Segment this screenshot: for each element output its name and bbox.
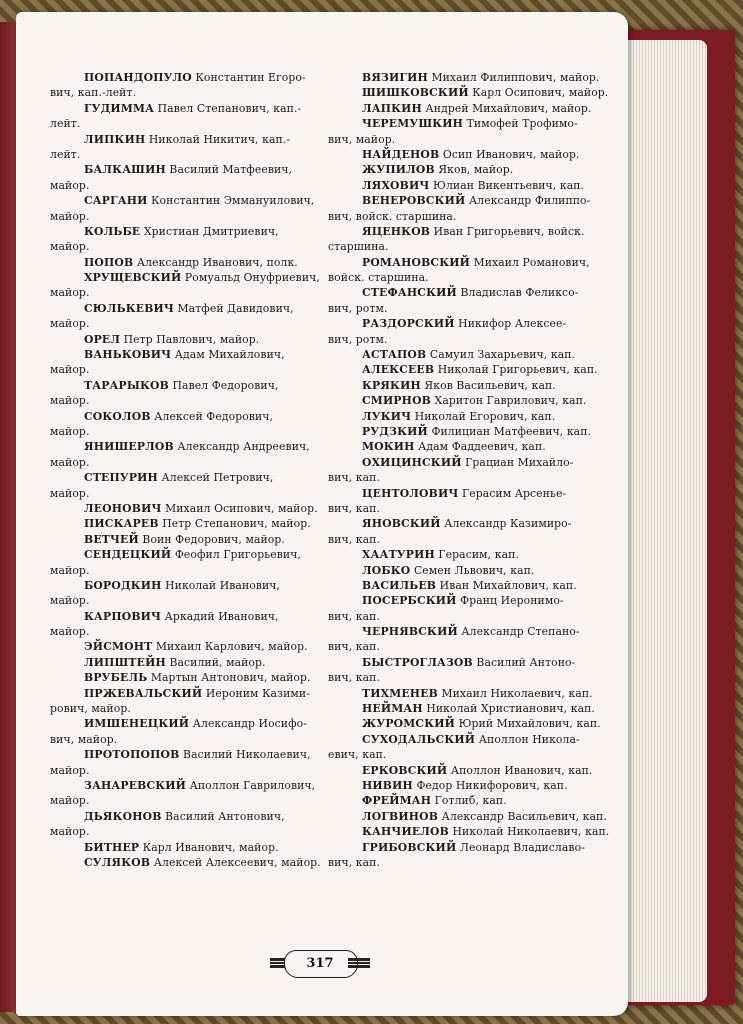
entry-details: Карл Иванович, майор. (139, 840, 279, 854)
entry-line (328, 516, 594, 531)
entry-surname: ВРУБЕЛЬ (84, 671, 148, 685)
entry-details: Владислав Феликсо- (456, 286, 579, 300)
entry-details: Николай Христианович, кап. (422, 702, 595, 716)
entry-surname: ЕРКОВСКИЙ (362, 763, 448, 777)
entry-details: Константин Эммануилович, (147, 194, 315, 208)
entry-details: Герасим Арсенье- (458, 486, 567, 500)
entry-surname: РОМАНОВСКИЙ (362, 255, 471, 269)
entry-surname: ФРЕЙМАН (362, 794, 432, 808)
entry-surname: ЛОГВИНОВ (362, 809, 439, 823)
entry-surname: ОХИЦИНСКИЙ (362, 455, 462, 469)
entry-surname: ЛЕОНОВИЧ (84, 501, 162, 515)
entry-surname: СОКОЛОВ (84, 409, 151, 423)
entry-line (328, 362, 598, 377)
entry-details: Аполлон Иванович, кап. (447, 763, 593, 777)
entry-line (328, 224, 594, 239)
entry-line (328, 593, 594, 608)
entry-details: Адам Фаддеевич, кап. (414, 440, 546, 454)
entry-surname: ВЕТЧЕЙ (84, 532, 139, 546)
entry-line (328, 840, 594, 855)
entry-line (50, 147, 312, 162)
entry-details: вич, кап. (328, 855, 380, 869)
entry-details: Михаил Карлович, майор. (152, 640, 308, 654)
entry-line (50, 239, 312, 254)
entry-details: Филициан Матфеевич, кап. (427, 424, 592, 438)
entry-details: лейт. (50, 117, 81, 131)
entry-line (50, 732, 312, 747)
entry-details: Александр Иосифо- (189, 717, 308, 731)
entry-surname: САРГАНИ (84, 194, 148, 208)
entry-line (328, 301, 594, 316)
entry-line (50, 101, 312, 116)
entry-surname: БАЛКАШИН (84, 163, 166, 177)
entry-line (328, 239, 594, 254)
entry-details: майор. (50, 363, 90, 377)
entry-line (328, 409, 594, 424)
entry-details: Василий Антоно- (472, 655, 576, 669)
entry-details: вич, кап. (328, 471, 380, 485)
entry-surname: ЦЕНТОЛОВИЧ (362, 486, 459, 500)
entry-surname: РУДЗКИЙ (362, 424, 428, 438)
entry-details: Михаил Романович, (470, 255, 590, 269)
entry-line (50, 778, 316, 793)
entry-line (50, 409, 312, 424)
entry-details: Франц Иеронимо- (456, 594, 564, 608)
entry-line (328, 85, 609, 100)
entry-details: Алексей Федорович, (150, 409, 274, 423)
entry-surname: ПРЖЕВАЛЬСКИЙ (84, 686, 203, 700)
entry-surname: ПИСКАРЕВ (84, 517, 159, 531)
entry-details: Аполлон Гаврилович, (186, 778, 316, 792)
entry-line (50, 424, 312, 439)
entry-line (328, 101, 594, 116)
entry-line (50, 547, 312, 562)
right-column (328, 70, 610, 870)
entry-details: майор. (50, 178, 90, 192)
entry-line (328, 532, 594, 547)
entry-details: Павел Степанович, кап.- (154, 101, 302, 115)
entry-details: рович, майор. (50, 702, 131, 716)
entry-surname: ИМШЕНЕЦКИЙ (84, 717, 190, 731)
entry-line (50, 563, 312, 578)
entry-surname: РАЗДОРСКИЙ (362, 317, 455, 331)
entry-line (50, 516, 312, 531)
entry-details: Николай Егорович, кап. (411, 409, 556, 423)
entry-details: Грациан Михайло- (461, 455, 574, 469)
entry-line (50, 639, 312, 654)
entry-details: Аркадий Иванович, (161, 609, 279, 623)
entry-surname: ТАРАРЫКОВ (84, 378, 169, 392)
entry-details: Христиан Дмитриевич, (140, 224, 279, 238)
entry-line (328, 609, 594, 624)
entry-details: Яков, майор. (434, 163, 514, 177)
entry-line (50, 578, 312, 593)
ornament-right-icon (348, 958, 370, 968)
entry-line (328, 563, 594, 578)
entry-line (328, 439, 594, 454)
entry-details: Феофил Григорьевич, (171, 548, 301, 562)
entry-details: Петр Павлович, майор. (120, 332, 260, 346)
entry-surname: СЕНДЕЦКИЙ (84, 548, 172, 562)
entry-details: майор. (50, 763, 90, 777)
entry-details: Василий Антонович, (161, 809, 285, 823)
entry-line (328, 193, 594, 208)
entry-details: Готлиб, кап. (431, 794, 507, 808)
entry-line (50, 501, 318, 516)
entry-line (50, 455, 312, 470)
entry-line (328, 162, 594, 177)
entry-details: Михаил Филиппович, майор. (427, 71, 600, 84)
page-number-ornament (270, 946, 370, 980)
entry-line (50, 670, 312, 685)
entry-surname: ДЬЯКОНОВ (84, 809, 162, 823)
entry-line (50, 655, 312, 670)
entry-details: Алексей Алексеевич, майор. (150, 855, 321, 869)
entry-line (328, 486, 594, 501)
entry-details: Николай Иванович, (161, 578, 281, 592)
entry-details: Федор Никифорович, кап. (412, 778, 568, 792)
entry-line (50, 701, 312, 716)
entry-line (328, 824, 610, 839)
entry-details: вич, ротм. (328, 332, 388, 346)
entry-line (328, 855, 594, 870)
entry-surname: ЛЯХОВИЧ (362, 178, 430, 192)
entry-line (50, 763, 312, 778)
entry-surname: КАНЧИЕЛОВ (362, 825, 449, 839)
entry-details: Константин Егоро- (191, 71, 306, 84)
entry-surname: ЗАНАРЕВСКИЙ (84, 778, 187, 792)
entry-details: Василий Матфеевич, (165, 163, 293, 177)
entry-line (50, 439, 312, 454)
entry-line (50, 362, 312, 377)
entry-line (50, 809, 312, 824)
entry-surname: СЮЛЬКЕВИЧ (84, 301, 174, 315)
entry-details: Самуил Захарьевич, кап. (426, 348, 576, 362)
entry-details: Андрей Михайлович, майор. (421, 101, 592, 115)
entry-details: майор. (50, 825, 90, 839)
entry-line (50, 332, 312, 347)
entry-details: майор. (50, 286, 90, 300)
entry-line (328, 393, 594, 408)
entry-details: Петр Степанович, майор. (158, 517, 311, 531)
entry-details: вич, кап. (328, 609, 380, 623)
entry-line (328, 501, 594, 516)
entry-line (328, 639, 594, 654)
entry-surname: ЯЦЕНКОВ (362, 224, 431, 238)
entry-surname: ЖУПИЛОВ (362, 163, 435, 177)
entry-surname: НИВИН (362, 778, 413, 792)
entry-details: Семен Львович, кап. (410, 563, 535, 577)
entry-details: вич, кап. (328, 640, 380, 654)
entry-surname: ТИХМЕНЕВ (362, 686, 438, 700)
entry-surname: СТЕПУРИН (84, 471, 158, 485)
entry-details: Иван Григорьевич, войск. (430, 224, 585, 238)
entry-surname: НАЙДЕНОВ (362, 147, 440, 161)
entry-details: Александр Васильевич, кап. (438, 809, 607, 823)
entry-details: Николай Николаевич, кап. (448, 825, 610, 839)
entry-surname: ГУДИММА (84, 101, 155, 115)
entry-details: войск. старшина. (328, 271, 429, 285)
entry-details: Юлиан Викентьевич, кап. (429, 178, 585, 192)
entry-details: Александр Степано- (457, 625, 580, 639)
entry-line (328, 455, 594, 470)
entry-details: майор. (50, 625, 90, 639)
entry-line (328, 763, 594, 778)
entry-line (50, 178, 312, 193)
entry-line (50, 347, 312, 362)
entry-surname: НЕЙМАН (362, 702, 423, 716)
entry-details: майор. (50, 455, 90, 469)
entry-details: Леонард Владиславо- (456, 840, 585, 854)
entry-details: Яков Васильевич, кап. (420, 378, 556, 392)
entry-surname: ЭЙСМОНТ (84, 640, 153, 654)
entry-surname: СУЛЯКОВ (84, 855, 151, 869)
entry-surname: ПОПОВ (84, 255, 134, 269)
entry-surname: ХААТУРИН (362, 548, 435, 562)
entry-line (50, 686, 312, 701)
entry-line (328, 347, 594, 362)
entry-line (50, 209, 312, 224)
entry-line (50, 840, 312, 855)
entry-line (50, 255, 312, 270)
entry-line (50, 470, 312, 485)
entry-surname: ЯНИШЕРЛОВ (84, 440, 174, 454)
entry-surname: ПОПАНДОПУЛО (84, 71, 192, 84)
entry-line (328, 701, 594, 716)
entry-line (328, 70, 600, 85)
entry-details: Михаил Николаевич, кап. (437, 686, 593, 700)
entry-surname: КАРПОВИЧ (84, 609, 162, 623)
entry-details: майор. (50, 794, 90, 808)
entry-surname: ШИШКОВСКИЙ (362, 86, 469, 100)
entry-details: Герасим, кап. (434, 548, 519, 562)
entry-details: Павел Федорович, (169, 378, 279, 392)
entry-line (50, 624, 312, 639)
entry-details: Николай Григорьевич, кап. (434, 363, 598, 377)
entry-line (50, 532, 312, 547)
entry-details: вич, майор. (328, 132, 396, 146)
entry-line (328, 547, 594, 562)
entry-surname: ПОСЕРБСКИЙ (362, 594, 457, 608)
entry-details: Осип Иванович, майор. (439, 147, 580, 161)
entry-details: вич, кап. (328, 501, 380, 515)
entry-details: майор. (50, 563, 90, 577)
entry-line (328, 270, 594, 285)
entry-line (328, 686, 594, 701)
entry-details: Карл Осипович, майор. (468, 86, 609, 100)
entry-surname: ЛАПКИН (362, 101, 422, 115)
entry-surname: БЫСТРОГЛАЗОВ (362, 655, 473, 669)
entry-surname: ВАСИЛЬЕВ (362, 578, 437, 592)
entry-details: майор. (50, 394, 90, 408)
entry-line (328, 624, 594, 639)
entry-details: Матфей Давидович, (173, 301, 294, 315)
entry-details: Василий Николаевич, (179, 748, 311, 762)
entry-details: Никифор Алексее- (454, 317, 567, 331)
entry-line (328, 209, 594, 224)
entry-line (328, 732, 594, 747)
entry-line (50, 593, 312, 608)
entry-details: Николай Никитич, кап.- (145, 132, 291, 146)
entry-line (50, 855, 321, 870)
entry-line (328, 809, 607, 824)
entry-surname: СТЕФАНСКИЙ (362, 286, 457, 300)
entry-surname: КРЯКИН (362, 378, 421, 392)
entry-details: Мартын Антонович, майор. (147, 671, 311, 685)
entry-line (50, 393, 312, 408)
entry-line (50, 116, 312, 131)
entry-line (328, 178, 594, 193)
entry-line (328, 470, 594, 485)
entry-details: майор. (50, 424, 90, 438)
entry-details: Василий, майор. (165, 655, 266, 669)
entry-line (328, 378, 594, 393)
entry-surname: ЛОБКО (362, 563, 411, 577)
entry-surname: ЛИПШТЕЙН (84, 655, 166, 669)
entry-line (50, 270, 320, 285)
entry-line (328, 332, 594, 347)
entry-details: вич, майор. (50, 732, 118, 746)
entry-surname: ЖУРОМСКИЙ (362, 717, 456, 731)
entry-surname: ЯНОВСКИЙ (362, 517, 441, 531)
entry-surname: ЧЕРЕМУШКИН (362, 117, 464, 131)
entry-line (50, 486, 312, 501)
entry-details: Александр Андреевич, (173, 440, 310, 454)
entry-line (50, 85, 312, 100)
entry-surname: ПРОТОПОПОВ (84, 748, 180, 762)
entry-details: майор. (50, 209, 90, 223)
entry-surname: БОРОДКИН (84, 578, 162, 592)
entry-details: Александр Иванович, полк. (133, 255, 298, 269)
entry-line (50, 162, 312, 177)
entry-line (328, 716, 601, 731)
entry-line (328, 778, 594, 793)
entry-details: вич, войск. старшина. (328, 209, 457, 223)
entry-line (50, 70, 312, 85)
entry-details: Харитон Гаврилович, кап. (431, 394, 587, 408)
entry-details: майор. (50, 594, 90, 608)
entry-line (328, 793, 594, 808)
entry-details: Ромуальд Онуфриевич, (181, 271, 320, 285)
entry-surname: ЛИПКИН (84, 132, 146, 146)
entry-line (50, 378, 312, 393)
entry-surname: КОЛЬБЕ (84, 224, 141, 238)
entry-line (50, 316, 312, 331)
entry-details: Тимофей Трофимо- (463, 117, 578, 131)
entry-line (50, 132, 312, 147)
entry-surname: ОРЕЛ (84, 332, 121, 346)
entry-line (328, 116, 594, 131)
entry-details: Аполлон Никола- (475, 732, 580, 746)
entry-line (328, 316, 594, 331)
entry-surname: ГРИБОВСКИЙ (362, 840, 457, 854)
entry-line (328, 285, 594, 300)
entry-line (50, 793, 312, 808)
entry-details: майор. (50, 240, 90, 254)
entry-details: майор. (50, 317, 90, 331)
entry-details: Александр Филиппо- (465, 194, 591, 208)
entry-line (50, 747, 312, 762)
entry-details: вич, кап. (328, 671, 380, 685)
entry-surname: СУХОДАЛЬСКИЙ (362, 732, 476, 746)
book-page (16, 12, 628, 1016)
entry-line (50, 716, 312, 731)
entry-line (50, 824, 312, 839)
entry-details: Воин Федорович, майор. (138, 532, 285, 546)
entry-line (328, 132, 594, 147)
entry-line (328, 578, 594, 593)
entry-details: старшина. (328, 240, 389, 254)
entry-line (328, 747, 594, 762)
entry-line (50, 224, 312, 239)
entry-surname: ВЕНЕРОВСКИЙ (362, 194, 466, 208)
entry-surname: ЧЕРНЯВСКИЙ (362, 625, 458, 639)
entry-details: Иероним Казими- (202, 686, 310, 700)
entry-details: Михаил Осипович, майор. (161, 501, 318, 515)
entry-surname: ХРУЩЕВСКИЙ (84, 271, 182, 285)
entry-line (50, 609, 312, 624)
entry-line (50, 193, 315, 208)
entry-surname: БИТНЕР (84, 840, 140, 854)
entry-details: Юрий Михайлович, кап. (455, 717, 601, 731)
entry-line (328, 255, 594, 270)
entry-surname: СМИРНОВ (362, 394, 431, 408)
entry-details: вич, кап. (328, 532, 380, 546)
entry-surname: АСТАПОВ (362, 348, 427, 362)
entry-details: Иван Михайлович, кап. (436, 578, 577, 592)
entry-details: Алексей Петрович, (157, 471, 274, 485)
entry-details: Адам Михайлович, (171, 348, 285, 362)
entry-details: лейт. (50, 147, 81, 161)
entry-line (328, 655, 594, 670)
entry-details: майор. (50, 486, 90, 500)
entry-details: Александр Казимиро- (440, 517, 572, 531)
entry-details: вич, кап.-лейт. (50, 86, 137, 100)
entry-line (50, 301, 312, 316)
entry-surname: ВАНЬКОВИЧ (84, 348, 172, 362)
entry-surname: ЛУКИЧ (362, 409, 412, 423)
entry-line (328, 147, 594, 162)
entry-line (50, 285, 312, 300)
entry-surname: МОКИН (362, 440, 415, 454)
entry-line (328, 670, 594, 685)
entry-details: вич, ротм. (328, 301, 388, 315)
entry-details: евич, кап. (328, 748, 387, 762)
entry-surname: ВЯЗИГИН (362, 71, 428, 84)
entry-surname: АЛЕКСЕЕВ (362, 363, 435, 377)
entry-line (328, 424, 594, 439)
left-column (50, 70, 321, 870)
page-number: 317 (306, 955, 334, 971)
